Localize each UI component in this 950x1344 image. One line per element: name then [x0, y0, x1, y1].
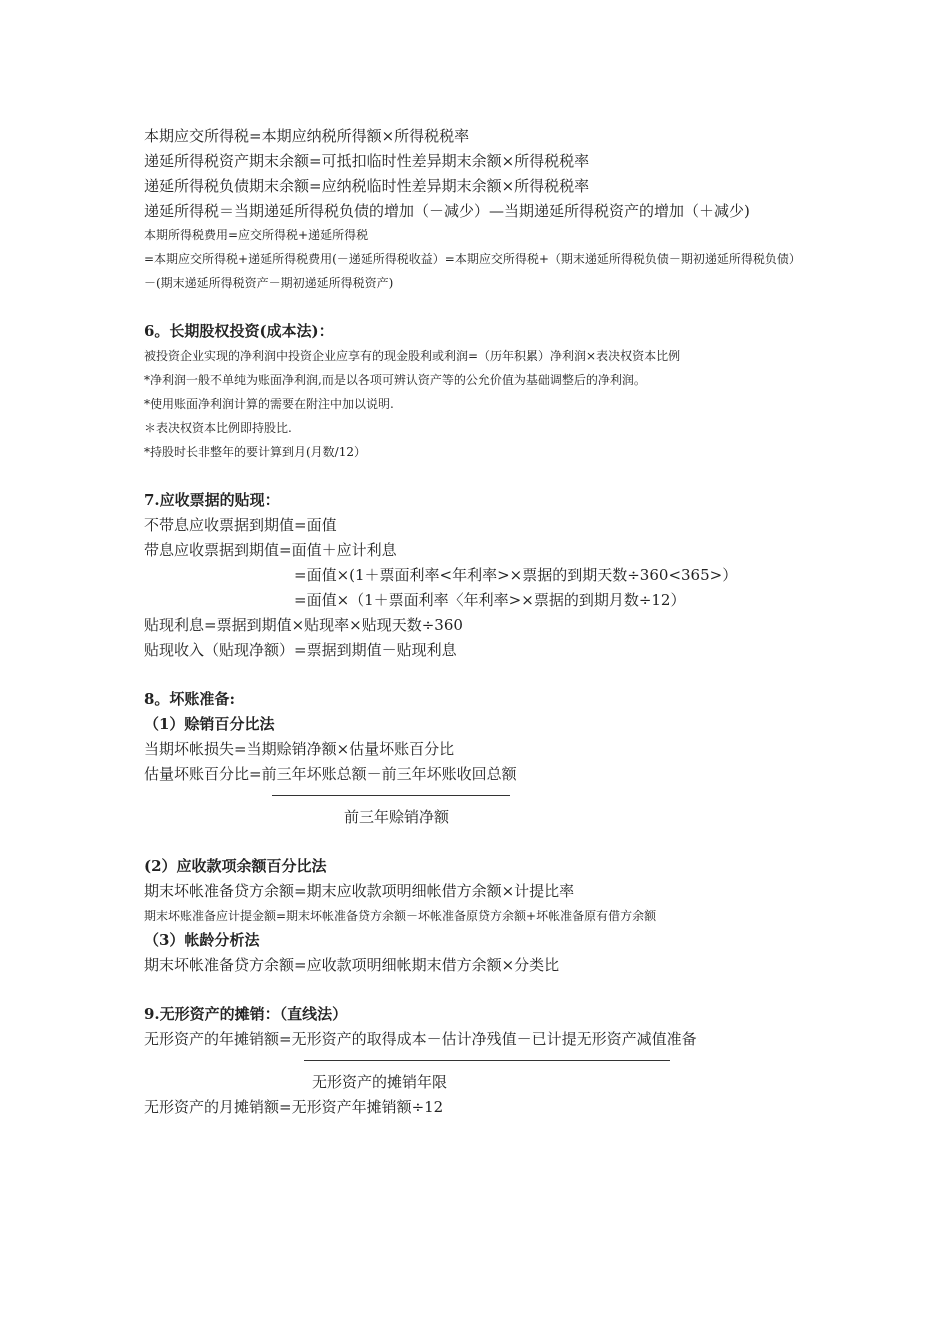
s6-line-4: ＊表决权资本比例即持股比.: [144, 421, 292, 435]
s7-line-6: 贴现收入（贴现净额）=票据到期值－贴现利息: [144, 641, 457, 659]
s6-line-5: *持股时长非整年的要计算到月(月数/12）: [144, 445, 366, 459]
s8-line-3: 期末坏帐准备贷方余额=期末应收款项明细帐借方余额×计提比率: [144, 882, 575, 900]
section-9-heading: 9.无形资产的摊销：（直线法）: [144, 1005, 348, 1023]
s8-subheading-3: （3）帐龄分析法: [144, 931, 260, 949]
s9-line-2: 无形资产的月摊销额=无形资产年摊销额÷12: [144, 1098, 444, 1116]
s7-line-2: 带息应收票据到期值=面值＋应计利息: [144, 541, 397, 559]
tax-line-2: 递延所得税资产期末余额=可抵扣临时性差异期末余额×所得税税率: [144, 152, 590, 170]
fraction-bar: [144, 1052, 824, 1070]
s6-line-2: *净利润一般不单纯为账面净利润,而是以各项可辨认资产等的公允价值为基础调整后的净利润。: [144, 373, 646, 387]
s8-line-5: 期末坏帐准备贷方余额=应收款项明细帐期末借方余额×分类比: [144, 956, 560, 974]
document-body: [144, 124, 824, 1120]
section-7-heading: 7.应收票据的贴现：: [144, 491, 280, 509]
s7-line-4: =面值×（1＋票面利率〈年利率>×票据的到期月数÷12）: [294, 591, 686, 609]
s8-line-1: 当期坏帐损失=当期赊销净额×估量坏账百分比: [144, 740, 455, 758]
s7-line-3: =面值×(1＋票面利率<年利率>×票据的到期天数÷360<365>）: [294, 566, 738, 584]
s7-line-1: 不带息应收票据到期值=面值: [144, 516, 337, 534]
s9-denominator: 无形资产的摊销年限: [312, 1073, 448, 1091]
tax-line-5: 本期所得税费用=应交所得税+递延所得税: [144, 228, 369, 242]
s9-line-1: 无形资产的年摊销额=无形资产的取得成本－估计净残值－已计提无形资产减值准备: [144, 1030, 697, 1048]
s6-line-1: 被投资企业实现的净利润中投资企业应享有的现金股利或利润=（历年积累）净利润×表决权资本比例: [144, 349, 681, 363]
s6-line-3: *使用账面净利润计算的需要在附注中加以说明.: [144, 397, 394, 411]
s8-subheading-1: （1）赊销百分比法: [144, 715, 275, 733]
s8-line-4: 期末坏账准备应计提金额=期末坏帐准备贷方余额－坏帐准备原贷方余额+坏帐准备原有借方余额: [144, 909, 657, 923]
tax-line-3: 递延所得税负债期末余额=应纳税临时性差异期末余额×所得税税率: [144, 177, 590, 195]
s8-denominator: 前三年赊销净额: [344, 808, 450, 826]
tax-line-4: 递延所得税＝当期递延所得税负债的增加（－减少）—当期递延所得税资产的增加（＋减少): [144, 202, 750, 220]
tax-line-6: =本期应交所得税+递延所得税费用(－递延所得税收益）=本期应交所得税+（期末递延所得税负债－期初递延所得税负债）－(期末递延所得税资产－期初递延所得税资产): [144, 252, 801, 290]
s8-line-2: 估量坏账百分比=前三年坏账总额－前三年坏账收回总额: [144, 765, 517, 783]
section-8-heading: 8。坏账准备:: [144, 690, 235, 708]
s7-line-5: 贴现利息=票据到期值×贴现率×贴现天数÷360: [144, 616, 463, 634]
s8-subheading-2: (2）应收款项余额百分比法: [144, 857, 327, 875]
tax-line-1: 本期应交所得税=本期应纳税所得额×所得税税率: [144, 127, 470, 145]
section-6-heading: 6。长期股权投资(成本法)：: [144, 322, 334, 340]
fraction-bar: [144, 787, 824, 805]
